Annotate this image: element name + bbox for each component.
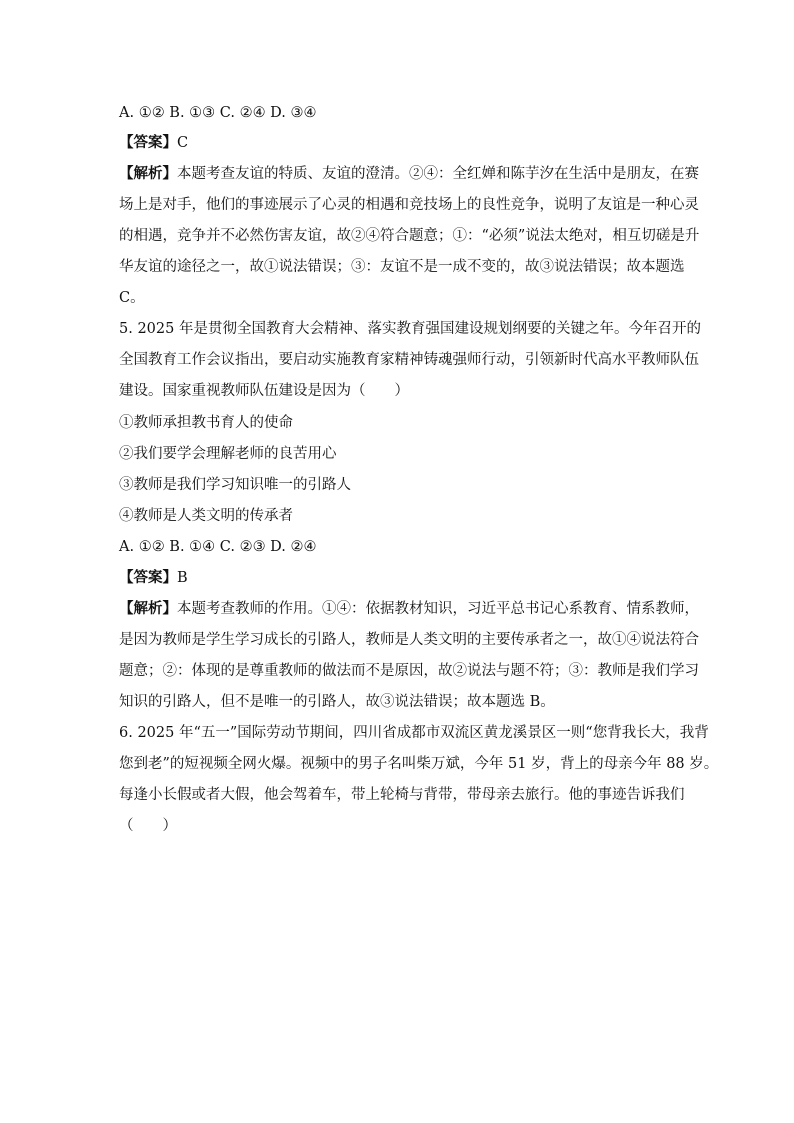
q5-choice-3: ③教师是我们学习知识唯一的引路人 [119,477,351,493]
q6-stem-line-3: 每逢小长假或者大假，他会驾着车，带上轮椅与背带，带母亲去旅行。他的事迹告诉我们 [119,787,685,803]
q4-analysis-line-2: 场上是对手，他们的事迹展示了心灵的相遇和竞技场上的良性竞争，说明了友谊是一种心灵 [119,197,699,213]
q5-stem-line-1: 5. 2025 年是贯彻全国教育大会精神、落实教育强国建设规划纲要的关键之年。今年召开的 [119,321,701,337]
q5-stem-line-2: 全国教育工作会议指出，要启动实施教育家精神铸魂强师行动，引领新时代高水平教师队伍 [119,352,699,368]
q4-options: A. ①② B. ①③ C. ②④ D. ③④ [119,105,317,121]
q5-choice-2: ②我们要学会理解老师的良苦用心 [119,446,337,462]
q6-stem-line-2: 您到老”的短视频全网火爆。视频中的男子名叫柴万斌，今年 51 岁，背上的母亲今年 88 岁。 [119,756,719,772]
q5-choice-1: ①教师承担教书育人的使命 [119,415,293,431]
q4-answer [119,133,188,153]
q5-analysis-line-4: 知识的引路人，但不是唯一的引路人，故③说法错误；故本题选 B。 [119,694,555,710]
q5-analysis-line-3: 题意；②：体现的是尊重教师的做法而不是原因，故②说法与题不符；③：教师是我们学习 [119,663,699,679]
q4-analysis-line-4: 华友谊的途径之一，故①说法错误；③：友谊不是一成不变的，故③说法错误；故本题选 [119,259,685,275]
q6-stem-line-4: （ ） [119,818,177,834]
q6-stem-line-1: 6. 2025 年“五一”国际劳动节期间，四川省成都市双流区黄龙溪景区一则“您背我长大，我背 [119,725,709,741]
answer-value: C [177,135,189,151]
answer-label: 【答案】 [119,134,177,151]
answer-value: B [177,570,188,586]
q4-analysis-line-3: 的相遇，竞争并不必然伤害友谊，故②④符合题意；①：“必须”说法太绝对，相互切磋是升 [119,228,700,244]
q4-analysis-line-1: 【解析】本题考查友谊的特质、友谊的澄清。②④：全红婵和陈芋汐在生活中是朋友，在赛 [119,165,699,182]
q5-stem-line-3: 建设。国家重视教师队伍建设是因为（ ） [119,383,409,399]
q5-choice-4: ④教师是人类文明的传承者 [119,508,293,524]
analysis-label: 【解析】 [119,600,177,617]
q4-analysis-line-5: C。 [119,290,145,306]
q5-analysis-line-2: 是因为教师是学生学习成长的引路人，教师是人类文明的主要传承者之一，故①④说法符合 [119,632,699,648]
q5-options: A. ①② B. ①④ C. ②③ D. ②④ [119,539,317,555]
q5-analysis-line-1: 【解析】本题考查教师的作用。①④：依据教材知识，习近平总书记心系教育、情系教师， [119,600,699,617]
q5-answer [119,568,188,588]
analysis-label: 【解析】 [119,165,177,182]
answer-label: 【答案】 [119,569,177,586]
